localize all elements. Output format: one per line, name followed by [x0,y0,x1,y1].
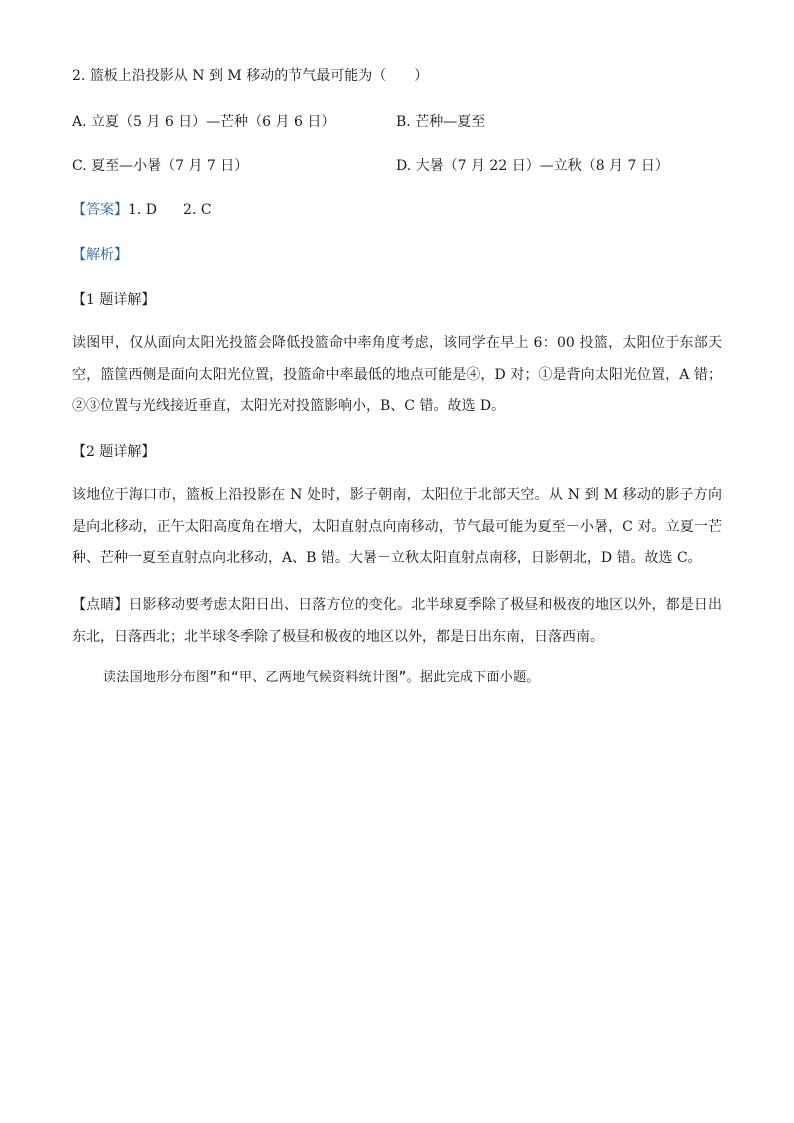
answer-line [72,200,212,220]
answer-q1: 1. D [128,202,158,218]
option-c: C. 夏至—小暑（7 月 7 日） [72,158,249,174]
option-b: B. 芒种—夏至 [396,114,486,130]
analysis-label: 【解析】 [72,247,128,263]
question-stem: 2. 篮板上沿投影从 N 到 M 移动的节气最可能为（ ） [72,68,429,84]
detail-2-label: 【2 题详解】 [72,444,156,460]
option-d: D. 大暑（7 月 22 日）—立秋（8 月 7 日） [396,158,669,174]
tip-text: 日影移动要考虑太阳日出、日落方位的变化。北半球夏季除了极昼和极夜的地区以外，都是日出东北，日落西北；北半球冬季除了极昼和极夜的地区以外，都是日出东南，日落西南。 [72,597,723,645]
detail-1-label: 【1 题详解】 [72,292,156,308]
next-question-intro: 读法国地形分布图”和“甲、乙两地气候资料统计图”。据此完成下面小题。 [103,670,540,685]
answer-label: 【答案】 [72,202,128,218]
detail-1-text: 读图甲，仅从面向太阳光投篮会降低投篮命中率角度考虑，该同学在早上 6：00 投篮，太阳位于东部天空，篮筐西侧是面向太阳光位置，投篮命中率最低的地点可能是④，D 对；①是背向太阳光位置，A 错；②③位置与光线接近垂直，太阳光对投篮影响小，B、C 错。故选 D。 [72,335,722,414]
answer-q2: 2. C [183,202,212,218]
detail-2-text: 该地位于海口市，篮板上沿投影在 N 处时，影子朝南，太阳位于北部天空。从 N 到 M 移动的影子方向是向北移动，正午太阳高度角在增大，太阳直射点向南移动，节气最可能为夏至－小暑，C 对。立夏一芒种、芒种一夏至直射点向北移动，A、B 错。大暑－立秋太阳直射点南移，日影朝北，D 错。故选 C。 [72,487,722,566]
option-a: A. 立夏（5 月 6 日）—芒种（6 月 6 日） [72,114,336,130]
tip-label: 【点睛】 [72,597,129,613]
tip-paragraph [72,590,722,653]
